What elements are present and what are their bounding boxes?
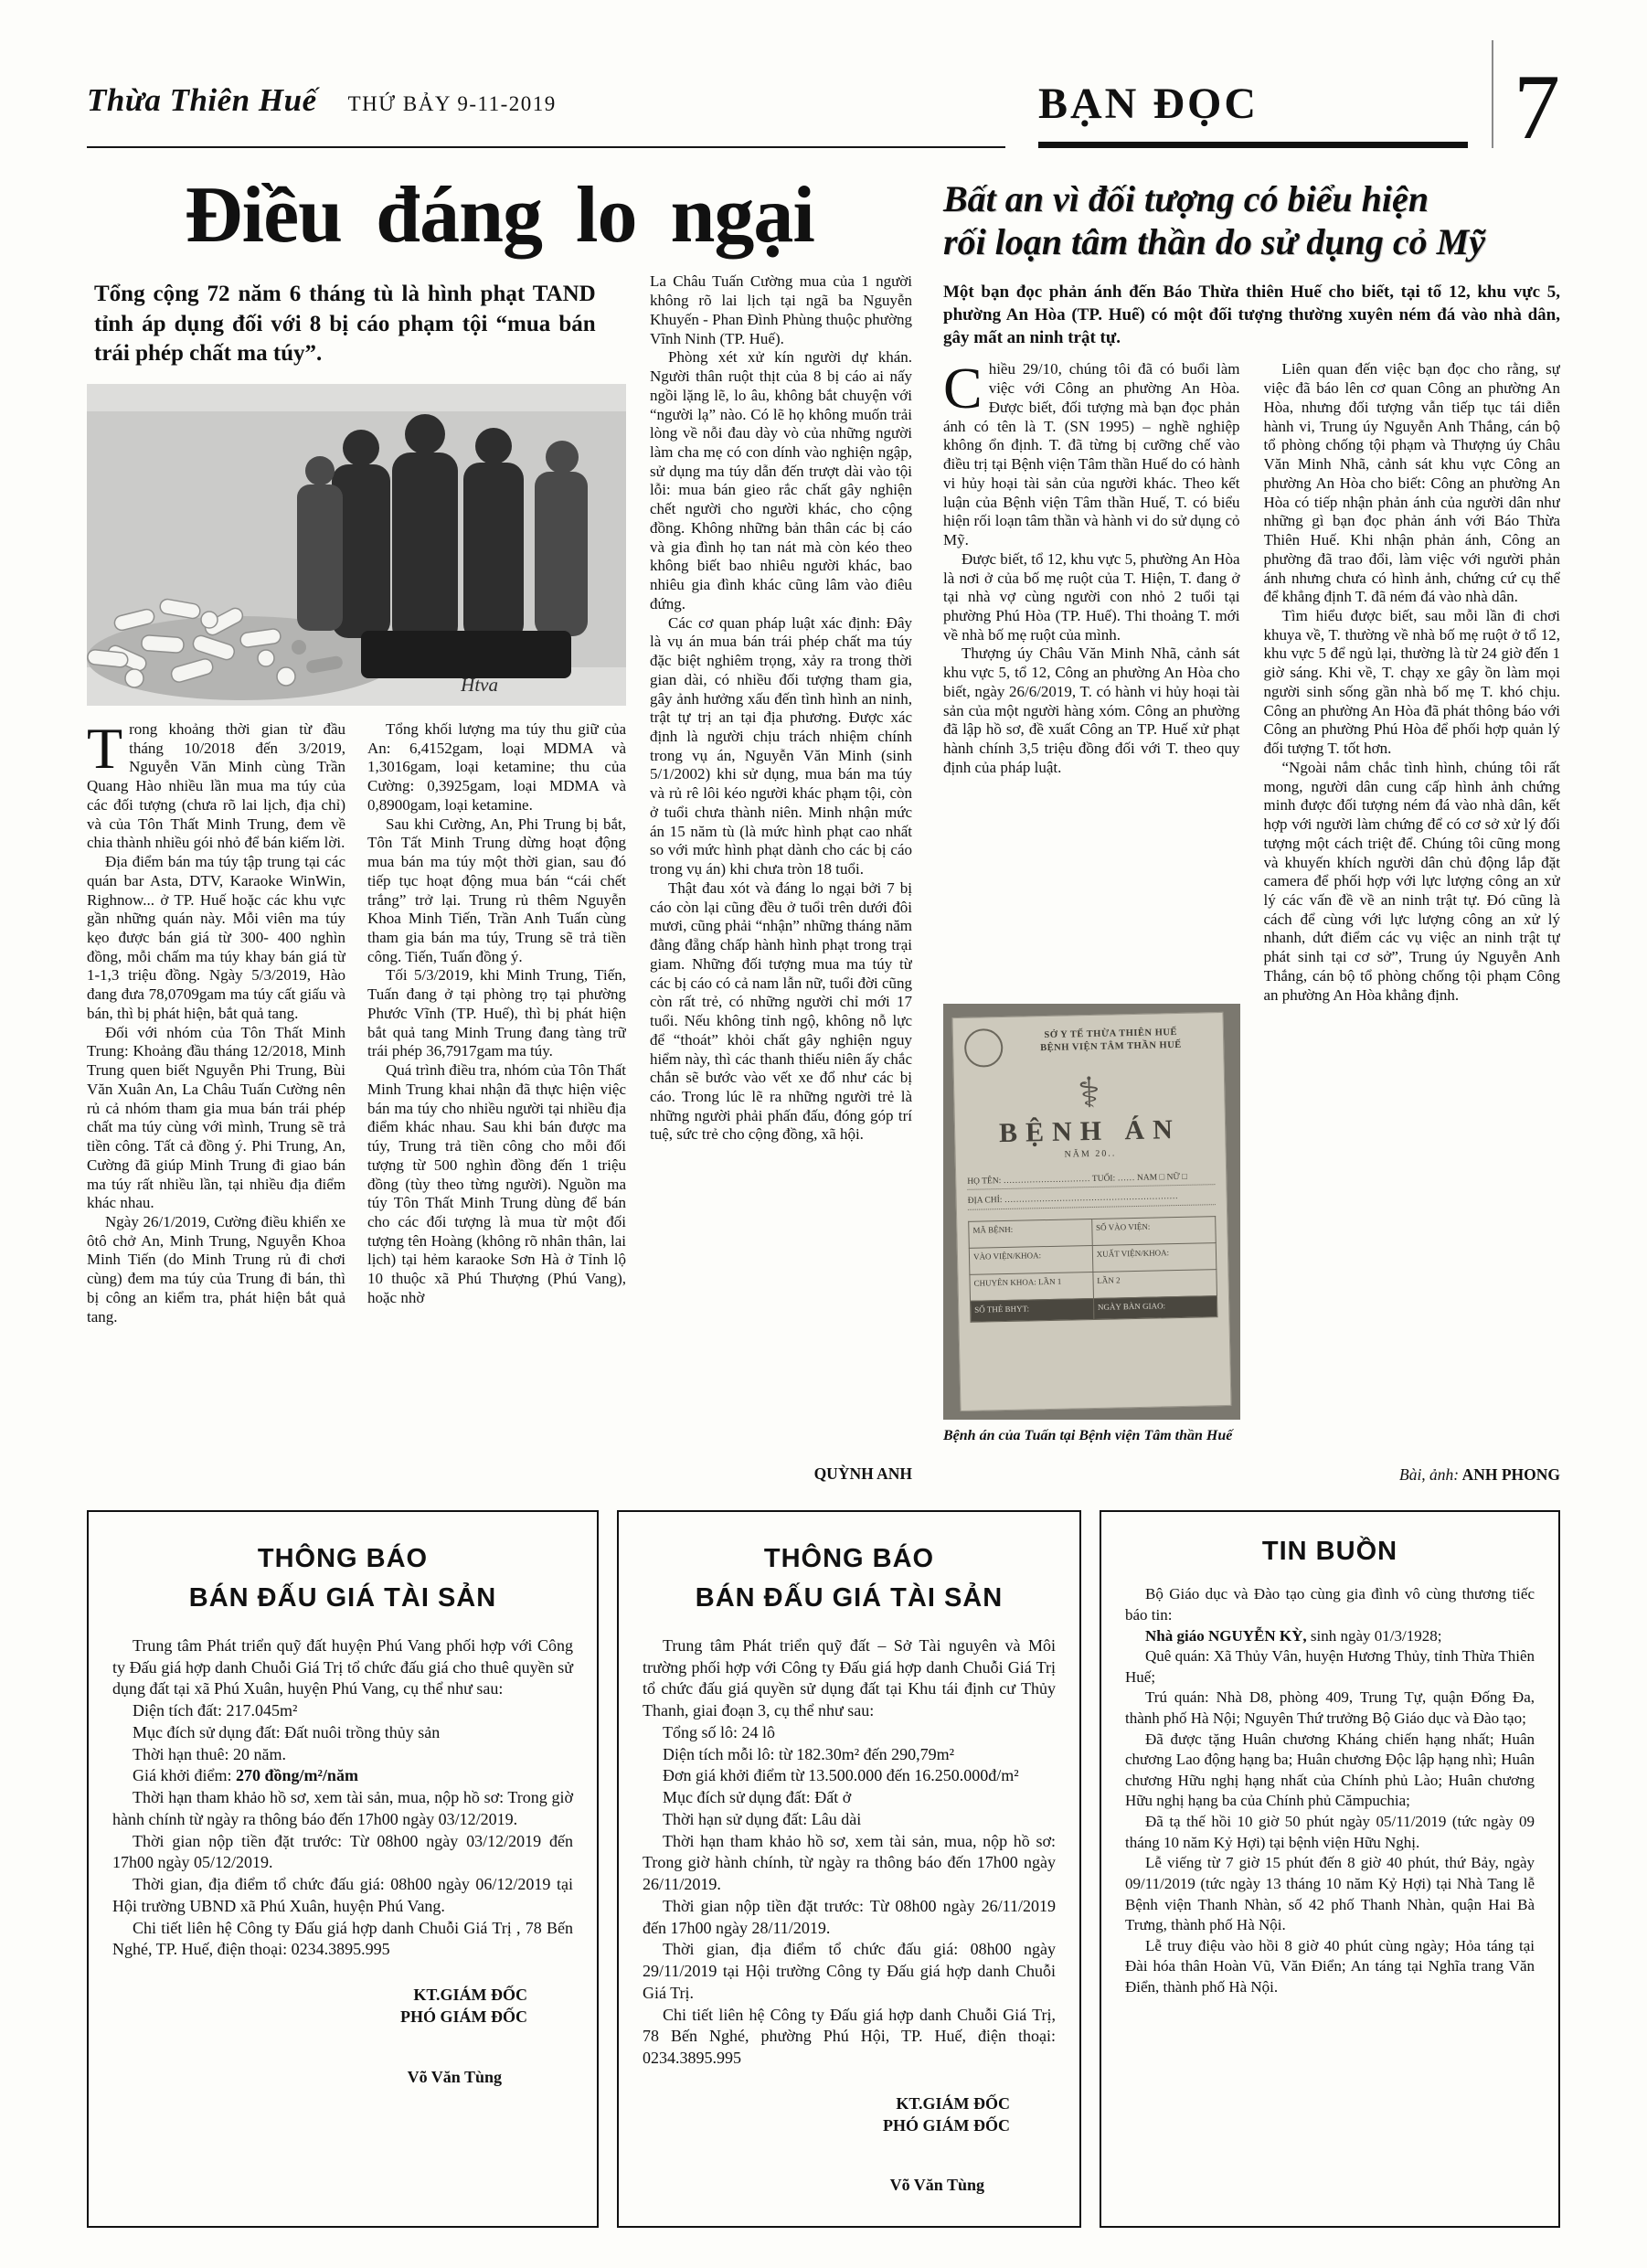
paragraph: Đơn giá khởi điểm từ 13.500.000 đến 16.250.000đ/m² <box>663 1766 1019 1785</box>
paragraph: Ngày 26/1/2019, Cường điều khiển xe ôtô chở An, Minh Trung, Nguyễn Khoa Minh Tiến (do Minh Trung rủ đi chơi cùng) đem ma túy của Trung đi bán, thì bị công an kiểm tra, phát hiện bắt quả tang. <box>87 1212 345 1326</box>
side-headline <box>943 177 1560 263</box>
cell-bhyt: SỐ THẺ BHYT: <box>971 1299 1094 1323</box>
main-content <box>87 172 1560 1488</box>
paragraph: La Châu Tuấn Cường mua của 1 người không rõ lai lịch tại ngã ba Nguyễn Khuyến - Phan Đình Phùng thuộc phường Vĩnh Ninh (TP. Huế). <box>650 272 912 347</box>
paragraph: Thời gian nộp tiền đặt trước: Từ 08h00 ngày 03/12/2019 đến 17h00 ngày 05/12/2019. <box>112 1831 573 1872</box>
signature-block <box>112 1985 573 2088</box>
paragraph: Thật đau xót và đáng lo ngại bởi 7 bị cáo còn lại cũng đều ở tuổi trên dưới đôi mươi, cũng phải “nhận” những tháng năm đằng đẵng chấp hành hình phạt trong trại giam. Những đối tượng mua ma túy từ các bị cáo có cả nam lẫn nữ, tuổi đời cũng còn rất trẻ, có những người chỉ mới 17 tuổi. Nếu không tỉnh ngộ, không nỗ lực để “thoát” khỏi chất gây nghiện nguy hiểm này, thì các thanh thiếu niên ấy chắc chắn sẽ bước vào vết xe đổ như các bị cáo. Trong lúc lẽ ra những người trẻ là những người phải phấn đấu, đóng góp trí tuệ, sức trẻ cho cộng đồng, xã hội. <box>650 878 912 1144</box>
paragraph: Liên quan đến việc bạn đọc cho rằng, sự việc đã báo lên cơ quan Công an phường An Hòa, nhưng đối tượng vẫn tiếp tục tái diễn hành vi, Trung úy Nguyễn Anh Thắng, cán bộ tổ phòng chống tội phạm và Thượng úy Châu Văn Minh Nhã, cảnh sát khu vực Công an phường An Hòa cho biết: Công an phường An Hòa có tiếp nhận phản ánh của người dân như những gì bạn đọc phản ánh với Báo Thừa Thiên Huế. Khi nhận phản ánh, Công an phường đã trao đổi, làm việc với người phản ánh nhưng chưa có hình ảnh, chứng cứ cụ thể để khẳng định T. đã ném đá vào nhà dân. <box>1263 360 1560 606</box>
section-title-box <box>1038 79 1468 148</box>
paragraph: Thời hạn sử dụng đất: Lâu dài <box>663 1809 862 1828</box>
sign-role: KT.GIÁM ĐỐC <box>413 1986 527 2005</box>
paragraph: Lễ truy điệu vào hồi 8 giờ 40 phút cùng ngày; Hỏa táng tại Đài hóa thân Hoàn Vũ, Văn Điển; An táng tại Nghĩa trang Văn Điển, thành phố Hà Nội. <box>1125 1936 1535 1996</box>
record-field-address: ĐỊA CHỈ: …………………………………………………… <box>967 1186 1215 1210</box>
dropcap: C <box>943 360 983 421</box>
sign-role: PHÓ GIÁM ĐỐC <box>883 2115 1010 2135</box>
issue-date: THỨ BẢY 9-11-2019 <box>347 92 557 115</box>
article-illustration <box>87 384 626 706</box>
side-col-1 <box>943 360 1240 1485</box>
paragraph-text: rong khoảng thời gian từ đầu tháng 10/2018 đến 3/2019, Nguyễn Văn Minh cùng Trần Quang Hào nhiều lần mua ma túy của các đối tượng (chưa rõ lai lịch, địa chỉ) và của Tôn Thất Minh Trung, đem về chia thành nhiều gói nhỏ để bán kiếm lời. <box>87 719 345 852</box>
paragraph: Trung tâm Phát triển quỹ đất – Sở Tài nguyên và Môi trường phối hợp với Công ty Đấu giá hợp danh Chuỗi Giá Trị tổ chức đấu giá quyền sử dụng đất tại Khu tái định cư Thủy Thanh, giai đoạn 3, cụ thể như sau: <box>643 1635 1056 1720</box>
main-col-3 <box>650 272 912 1484</box>
side-headline-line1: Bất an vì đối tượng có biểu hiện <box>943 178 1429 219</box>
obituary-title: TIN BUỒN <box>1261 1536 1398 1566</box>
auction-notice-1 <box>87 1510 599 2228</box>
side-byline-label: Bài, ảnh: <box>1399 1465 1460 1485</box>
main-article-body <box>87 272 912 1488</box>
main-article-left-block <box>87 272 626 1488</box>
price-label: Giá khởi điểm: <box>133 1766 232 1785</box>
page-header <box>87 37 1560 160</box>
paragraph: Các cơ quan pháp luật xác định: Đây là vụ án mua bán trái phép chất ma túy đặc biệt nghiêm trọng, xảy ra trong thời gian dài, có nhiều đối tượng tham gia, gây ảnh hưởng xấu đến tình hình an ninh, trật tự trị an tại địa phương. Được xác định là người chịu trách nhiệm chính trong vụ án, Nguyễn Văn Minh (sinh 5/1/2002) khi sử dụng, mua bán ma túy và rủ rê lôi kéo người khác phạm tội, còn ở tuổi chưa thành niên. Minh nhận mức án 15 năm tù (là mức hình phạt cao nhất so với mức hình phạt dành cho các bị cáo trong vụ án) khi chưa tròn 18 tuổi. <box>650 613 912 878</box>
side-article-body <box>943 360 1560 1485</box>
paragraph: Được biết, tổ 12, khu vực 5, phường An Hòa là nơi ở của bố mẹ ruột của T. Hiện, T. đang ở tại nhà vợ cùng người con nhỏ 2 tuổi tại phường Phú Hòa (TP. Huế). Thi thoảng T. mới về nhà bố mẹ ruột của mình. <box>943 549 1240 644</box>
side-col-2-flow <box>1264 360 1561 1456</box>
paragraph <box>112 1765 573 1787</box>
paragraph: Trú quán: Nhà D8, phòng 409, Trung Tự, quận Đống Đa, thành phố Hà Nội; Nguyên Thứ trưởng Bộ Giáo dục và Đào tạo; <box>1125 1688 1535 1728</box>
paragraph: Tổng khối lượng ma túy thu giữ của An: 6,4152gam, loại MDMA và 1,3016gam, loại ketamine; thu của Cường: 0,3925gam, loại MDMA và 0,8900gam, loại ketamine. <box>367 719 626 814</box>
paragraph: Thời hạn tham khảo hồ sơ, xem tài sản, mua, nộp hồ sơ: Trong giờ hành chính từ ngày ra thông báo đến 17h00 ngày 03/12/2019. <box>112 1788 573 1828</box>
main-headline: Điều đáng lo ngại <box>185 171 814 260</box>
notice-1-title <box>112 1539 573 1619</box>
main-col-1 <box>87 720 345 1488</box>
paragraph <box>87 720 345 853</box>
medical-record-title: BỆNH ÁN <box>998 1114 1182 1149</box>
paragraph: Thời gian, địa điểm tổ chức đấu giá: 08h00 ngày 29/11/2019 tại Hội trường Công ty Đấu giá hợp danh Chuỗi Giá Trị. <box>643 1940 1056 2002</box>
notice-2-title-line1: THÔNG BÁO <box>763 1543 935 1573</box>
page-number-divider <box>1492 40 1493 148</box>
masthead: Thừa Thiên Huế <box>87 82 317 118</box>
paragraph: Diện tích đất: 217.045m² <box>133 1701 298 1720</box>
cell-lan2: LẦN 2 <box>1093 1270 1217 1299</box>
main-lead: Tổng cộng 72 năm 6 tháng tù là hình phạt TAND tỉnh áp dụng đối với 8 bị cáo phạm tội “mua bán trái phép chất ma túy”. <box>94 282 596 367</box>
paragraph: Đã được tặng Huân chương Kháng chiến hạng nhất; Huân chương Lao động hạng ba; Huân chương Độc lập hạng nhì; Huân chương Hữu nghị hạng nhất của Chính phủ Lào; Huân chương Hữu nghị hạng ba của Chính phủ Cămpuchia; <box>1125 1730 1535 1810</box>
signature-block <box>643 2093 1056 2197</box>
illustration-graphic <box>87 384 626 706</box>
paragraph: “Ngoài nắm chắc tình hình, chúng tôi rất mong, người dân cung cấp hình ảnh chứng minh được đối tượng ném đá vào nhà dân, kết hợp với người làm chứng để có cơ sở xử lý đối tượng một cách triệt để. Chúng tôi cũng mong và khuyến khích người dân chủ động lắp đặt camera để phối hợp với lực lượng công an xử lý các vấn đề về an ninh trật tự. Đó cũng là cách để cùng với lực lượng công an xử lý nhanh, dứt điểm các vụ việc an ninh trật tự phát sinh tại cơ sở”, Trung úy Nguyễn Anh Thắng, cán bộ tổ phòng chống tội phạm Công an phường An Hòa khẳng định. <box>1263 758 1560 1004</box>
medical-record-year: NĂM 20.. <box>1064 1148 1117 1161</box>
paragraph: Quá trình điều tra, nhóm của Tôn Thất Minh Trung khai nhận đã thực hiện việc bán ma túy cho nhiều người tại nhiều địa điểm khác nhau. Sau khi bán được ma túy, Trung trả tiền công cho mỗi đối tượng từ 500 nghìn đồng đến 1 triệu đồng (tùy theo từng người). Nguồn ma túy Tôn Thất Minh Trung dùng để bán cho các đối tượng là mua từ một đối tượng tên Hoàng (không rõ nhân thân, lai lịch) tại hẻm karaoke Sơn Hà ở Tỉnh lộ 10 thuộc xã Phú Thượng (Phú Vang), hoặc nhờ <box>367 1061 626 1306</box>
paragraph: Mục đích sử dụng đất: Đất ở <box>663 1788 852 1807</box>
side-lead: Một bạn đọc phản ánh đến Báo Thừa thiên Huế cho biết, tại tổ 12, khu vực 5, phường An Hòa (TP. Huế) có một đối tượng thường xuyên ném đá vào nhà dân, gây mất an ninh trật tự. <box>943 282 1560 347</box>
side-headline-line2: rối loạn tâm thần do sử dụng cỏ Mỹ <box>943 221 1485 263</box>
medical-record-photo <box>943 1004 1240 1420</box>
sign-role: PHÓ GIÁM ĐỐC <box>400 2007 527 2026</box>
paragraph: Địa điểm bán ma túy tập trung tại các quán bar Asta, DTV, Karaoke WinWin, Righnow... ở TP. Huế hoặc các khu vực gần những quán này. Mỗi viên ma túy kẹo được bán giá từ 300- 400 nghìn đồng, mỗi chấm ma túy khay bán giá từ 1-1,3 triệu đồng. Ngày 5/3/2019, Hào đang đưa 78,0709gam ma túy cất giấu và bán, thì bị phát hiện, bắt quả tang. <box>87 853 345 1022</box>
paragraph: Thời hạn tham khảo hồ sơ, xem tài sản, mua, nộp hồ sơ: Trong giờ hành chính, từ ngày ra thông báo đến 17h00 ngày 26/11/2019. <box>643 1831 1056 1894</box>
stamp-icon <box>964 1028 1004 1068</box>
hospital-name <box>1010 1023 1212 1057</box>
obituary-name-line <box>1125 1626 1535 1647</box>
medical-record-header <box>964 1023 1212 1069</box>
main-col-1-flow <box>87 853 345 1326</box>
paragraph: Tìm hiểu được biết, sau mỗi lần đi chơi khuya về, T. thường về nhà bố mẹ ruột ở tổ 12, khu vực 5 để ngủ lại, thường là từ 24 giờ đến 1 giờ sáng. Khi về, T. chạy xe gây ồn làm mọi người sinh sống gần nhà bố mẹ T. khó chịu. Công an phường An Hòa đã phát thông báo với Công an phường Phú Hòa để phối hợp quản lý đối tượng T. tốt hơn. <box>1263 606 1560 758</box>
paragraph: Lễ viếng từ 7 giờ 15 phút đến 8 giờ 40 phút, thứ Bảy, ngày 09/11/2019 (tức ngày 13 tháng 10 năm Kỷ Hợi) tại Nhà Tang lễ Bệnh viện Thanh Nhàn, số 42 phố Thanh Nhàn, quận Hai Bà Trưng, thành phố Hà Nội. <box>1125 1854 1535 1934</box>
paragraph: Đối với nhóm của Tôn Thất Minh Trung: Khoảng đầu tháng 12/2018, Minh Trung quen biết Nguyễn Phi Trung, Bùi Văn Xuân An, La Châu Tuấn Cường nên rủ cả nhóm tham gia mua bán trái phép chất ma túy cùng với mình, Trung sẽ trả tiền công. Tất cả đồng ý. Phi Trung, An, Cường đã giúp Minh Trung đi giao bán ma túy rất nhiều lần, tại nhiều địa điểm khác nhau. <box>87 1023 345 1212</box>
paragraph: Thời gian, địa điểm tổ chức đấu giá: 08h00 ngày 06/12/2019 tại Hội trường UBND xã Phú Xuân, huyện Phú Vang. <box>112 1875 573 1915</box>
notice-2-title-line2: BÁN ĐẤU GIÁ TÀI SẢN <box>695 1583 1004 1613</box>
side-col-1-more <box>943 550 1240 778</box>
main-col-2 <box>367 720 626 1488</box>
notice-1-title-line1: THÔNG BÁO <box>257 1543 429 1573</box>
deceased-name: Nhà giáo NGUYỄN KỲ, <box>1145 1626 1307 1645</box>
cell-ngay: NGÀY BÀN GIAO: <box>1093 1296 1217 1320</box>
deceased-birth: sinh ngày 01/3/1928; <box>1306 1626 1442 1645</box>
paragraph: Chi tiết liên hệ Công ty Đấu giá hợp danh Chuỗi Giá Trị, 78 Bến Nghé, phường Phú Hội, TP. Huế, điện thoại: 0234.3895.995 <box>643 2005 1056 2068</box>
paragraph: Thượng úy Châu Văn Minh Nhã, cảnh sát khu vực 5, tổ 12, Công an phường An Hòa cho biết, ngày 26/6/2019, T. có hành vi hủy hoại tài sản của một người hàng xóm. Công an phường đã lập hồ sơ, đề xuất Công an TP. Huế xử phạt hành chính 3,5 triệu đồng đối với T. theo quy định của pháp luật. <box>943 644 1240 776</box>
sign-name: Võ Văn Tùng <box>407 2067 502 2086</box>
photo-caption: Bệnh án của Tuấn tại Bệnh viện Tâm thần Huế <box>943 1428 1233 1444</box>
paragraph: Thời hạn thuê: 20 năm. <box>133 1744 286 1763</box>
caduceus-icon: ⚕ <box>1077 1070 1101 1117</box>
paragraph: Tổng số lô: 24 lô <box>663 1722 776 1741</box>
medical-record-paper <box>952 1012 1231 1411</box>
paragraph: Trung tâm Phát triển quỹ đất huyện Phú Vang phối hợp với Công ty Đấu giá hợp danh Chuỗi Giá Trị tổ chức đấu giá cho thuê quyền sử dụng đất tại xã Phú Xuân, huyện Phú Vang, cụ thể như sau: <box>112 1635 573 1698</box>
paragraph: Diện tích mỗi lô: từ 182.30m² đến 290,79m² <box>663 1744 955 1763</box>
bottom-notices <box>87 1510 1560 2228</box>
auction-notice-2 <box>617 1510 1081 2228</box>
side-col-2 <box>1264 360 1561 1485</box>
cell-vao-vien: VÀO VIỆN/KHOA: <box>969 1246 1092 1275</box>
dropcap: T <box>87 719 123 781</box>
illustration-signature: Htva <box>461 673 498 696</box>
cell-so-vao-vien: SỐ VÀO VIỆN: <box>1091 1217 1215 1246</box>
paragraph: Tối 5/3/2019, khi Minh Trung, Tiến, Tuấn đang ở tại phòng trọ tại phường Phước Vĩnh (TP. Huế), thì bị phát hiện bắt quả tang Minh Trung đang tàng trữ trái phép 36,7917gam ma túy. <box>367 966 626 1060</box>
paragraph: Mục đích sử dụng đất: Đất nuôi trồng thủy sản <box>133 1722 441 1741</box>
section-title: BẠN ĐỌC <box>1038 80 1259 128</box>
record-field-name: HỌ TÊN: ………………………… TUỔI: …… NAM □ NỮ □ <box>967 1166 1215 1191</box>
paragraph <box>943 360 1240 549</box>
cell-xuat-vien: XUẤT VIỆN/KHOA: <box>1092 1243 1216 1272</box>
main-byline: QUỲNH ANH <box>813 1464 912 1484</box>
obituary <box>1100 1510 1560 2228</box>
obituary-intro: Bộ Giáo dục và Đào tạo cùng gia đình vô cùng thương tiếc báo tin: <box>1125 1585 1535 1624</box>
paragraph: Quê quán: Xã Thủy Vân, huyện Hương Thủy, tỉnh Thừa Thiên Huế; <box>1125 1647 1535 1686</box>
page-number: 7 <box>1514 56 1560 160</box>
main-columns-1-2 <box>87 720 626 1488</box>
paragraph: Đã tạ thế hồi 10 giờ 50 phút ngày 05/11/2019 (tức ngày 09 tháng 10 năm Kỷ Hợi) tại bệnh viện Hữu Nghị. <box>1125 1813 1535 1851</box>
paragraph-text: hiều 29/10, chúng tôi đã có buổi làm việc với Công an phường An Hòa. Được biết, đối tượng mà bạn đọc phản ánh có tên là T. (SN 1995) – nghề nghiệp không ổn định. T. đã từng bị cưỡng chế vào điều trị tại Bệnh viện Tâm thần Huế do có hành vi hủy hoại tài sản của người khác. Theo kết luận của Bệnh viện Tâm thần Huế, T. có biểu hiện rối loạn tâm thần và hành vi do sử dụng cỏ Mỹ. <box>943 360 1240 549</box>
hospital-org-line1: SỞ Y TẾ THỪA THIÊN HUẾ <box>1044 1028 1178 1041</box>
paragraph: Chi tiết liên hệ Công ty Đấu giá hợp danh Chuỗi Giá Trị , 78 Bến Nghé, TP. Huế, điện thoại: 0234.3895.995 <box>112 1918 573 1959</box>
side-byline <box>1264 1465 1561 1485</box>
article-side <box>943 172 1560 1488</box>
side-col-1-flow <box>943 360 1240 1000</box>
cell-chuyen-khoa: CHUYÊN KHOA: LẦN 1 <box>970 1272 1093 1302</box>
sign-name: Võ Văn Tùng <box>889 2176 984 2195</box>
cell-ma-benh: MÃ BỆNH: <box>969 1219 1092 1249</box>
price-value: 270 đồng/m²/năm <box>236 1766 358 1785</box>
notice-1-title-line2: BÁN ĐẤU GIÁ TÀI SẢN <box>188 1583 497 1613</box>
paragraph: Phòng xét xử kín người dự khán. Người thân ruột thịt của 8 bị cáo ai nấy ngồi lặng lẽ, lo âu, không bắt chuyện với “người lạ” nào. Có lẽ họ không muốn trải lòng về nỗi đau dày vò của những người làm cha mẹ có con dính vào nghiện ngập, sử dụng ma túy dẫn đến trượt dài vào tội lỗi: mua bán gieo rắc chất gây nghiện chết người cho người khác, cho cộng đồng. Không những bản thân các bị cáo và gia đình họ tan nát mà còn kéo theo không biết bao nhiêu người khác, bao nhiêu gia đình khác cũng lâm vào điêu đứng. <box>650 348 912 612</box>
paragraph: Thời gian nộp tiền đặt trước: Từ 08h00 ngày 26/11/2019 đến 17h00 ngày 28/11/2019. <box>643 1896 1056 1937</box>
main-col-3-flow <box>650 272 912 1455</box>
article-main <box>87 172 912 1488</box>
hospital-org-line2: BỆNH VIỆN TÂM THẦN HUẾ <box>1040 1040 1182 1054</box>
medical-record-table <box>968 1216 1217 1323</box>
paragraph: Sau khi Cường, An, Phi Trung bị bắt, Tôn Tất Minh Trung dừng hoạt động mua bán ma túy một thời gian, sau đó tiếp tục hoạt động mua bán “cái chết trắng” trở lại. Trung rủ thêm Nguyễn Khoa Minh Tiến, Trần Anh Tuấn cùng tham gia bán ma túy, Trung sẽ trả tiền công. Tiến, Tuấn đồng ý. <box>367 815 626 965</box>
masthead-block <box>87 82 1005 148</box>
obituary-body <box>1125 1646 1535 1997</box>
sign-role: KT.GIÁM ĐỐC <box>896 2093 1010 2113</box>
side-byline-name: ANH PHONG <box>1461 1465 1560 1485</box>
notice-2-title <box>643 1539 1056 1619</box>
section-block <box>1038 40 1560 160</box>
